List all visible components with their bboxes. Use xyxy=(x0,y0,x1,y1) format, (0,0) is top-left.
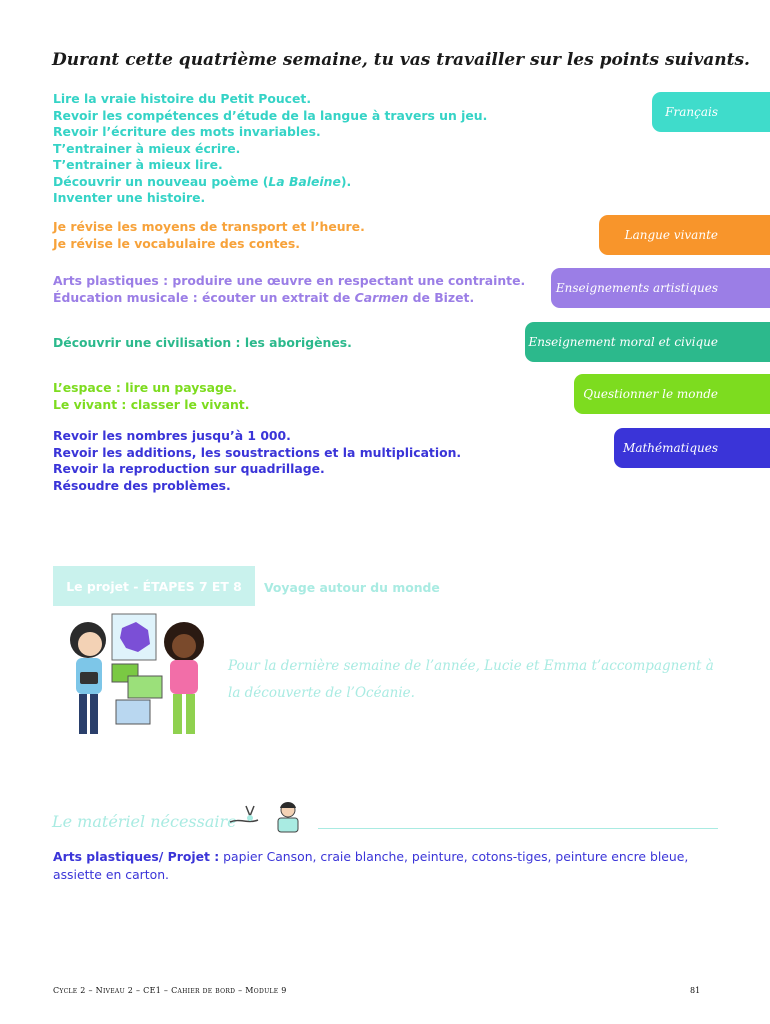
maths-line: Revoir les nombres jusqu’à 1 000. xyxy=(53,428,291,443)
emc-block xyxy=(53,335,352,352)
page-number: 81 xyxy=(690,986,701,995)
tab-francais: Français xyxy=(652,92,770,132)
materiel-divider xyxy=(318,828,718,829)
maths-line: Revoir la reproduction sur quadrillage. xyxy=(53,461,325,476)
francais-block xyxy=(53,91,487,207)
footer-course: Cycle 2 – Niveau 2 – CE1 – Cahier de bord – Module 9 xyxy=(53,986,287,995)
langue-vivante-line: Je révise le vocabulaire des contes. xyxy=(53,235,300,251)
questionner-block xyxy=(53,380,249,413)
enseignements-artistiques-block xyxy=(53,273,525,306)
tab-emc: Enseignement moral et civique xyxy=(525,322,770,362)
maths-line: Résoudre des problèmes. xyxy=(53,477,231,493)
tab-enseignements-artistiques: Enseignements artistiques xyxy=(551,268,770,308)
langue-vivante-block xyxy=(53,219,365,252)
francais-line: Inventer une histoire. xyxy=(53,190,206,205)
tab-questionner-le-monde: Questionner le monde xyxy=(574,374,770,414)
craft-supplies-icon xyxy=(226,800,306,836)
maths-block xyxy=(53,428,461,494)
questionner-line: Le vivant : classer le vivant. xyxy=(53,396,250,412)
materiel-title: Le matériel nécessaire xyxy=(52,812,237,831)
carmen-title: Carmen xyxy=(354,289,409,305)
materiel-list xyxy=(53,848,728,884)
tab-langue-vivante: Langue vivante xyxy=(599,215,770,255)
francais-line: Lire la vraie histoire du Petit Poucet. xyxy=(53,91,312,106)
francais-line: T’entrainer à mieux écrire. xyxy=(53,140,241,156)
francais-line: Revoir les compétences d’étude de la langue à travers un jeu. xyxy=(53,107,488,123)
francais-line: Revoir l’écriture des mots invariables. xyxy=(53,124,321,139)
projet-subtitle: Voyage autour du monde xyxy=(264,580,440,595)
projet-intro: Pour la dernière semaine de l’année, Lucie et Emma t’accompagnent à la découverte de l’Océanie. xyxy=(228,658,714,701)
maths-line: Revoir les additions, les soustractions et la multiplication. xyxy=(53,444,462,460)
francais-line: T’entrainer à mieux lire. xyxy=(53,157,223,172)
francais-poem-line: Découvrir un nouveau poème (La Baleine). xyxy=(53,173,352,189)
emc-line: Découvrir une civilisation : les aborigènes. xyxy=(53,335,352,350)
page-heading: Durant cette quatrième semaine, tu vas travailler sur les points suivants. xyxy=(52,50,750,70)
questionner-line: L’espace : lire un paysage. xyxy=(53,380,238,395)
arts-line: Arts plastiques : produire une œuvre en respectant une contrainte. xyxy=(53,273,526,288)
musique-line: Éducation musicale : écouter un extrait de Carmen de Bizet. xyxy=(53,289,475,305)
poem-title: La Baleine xyxy=(268,173,341,189)
projet-label-box: Le projet - ÉTAPES 7 ET 8 xyxy=(53,566,255,606)
materiel-label: Arts plastiques/ Projet : xyxy=(53,849,220,864)
materiel-items: papier Canson, craie blanche, peinture, cotons-tiges, peinture encre bleue, assiette en carton. xyxy=(53,849,689,882)
langue-vivante-line: Je révise les moyens de transport et l’heure. xyxy=(53,219,365,234)
girls-with-map-illustration xyxy=(66,612,226,742)
tab-mathematiques: Mathématiques xyxy=(614,428,770,468)
